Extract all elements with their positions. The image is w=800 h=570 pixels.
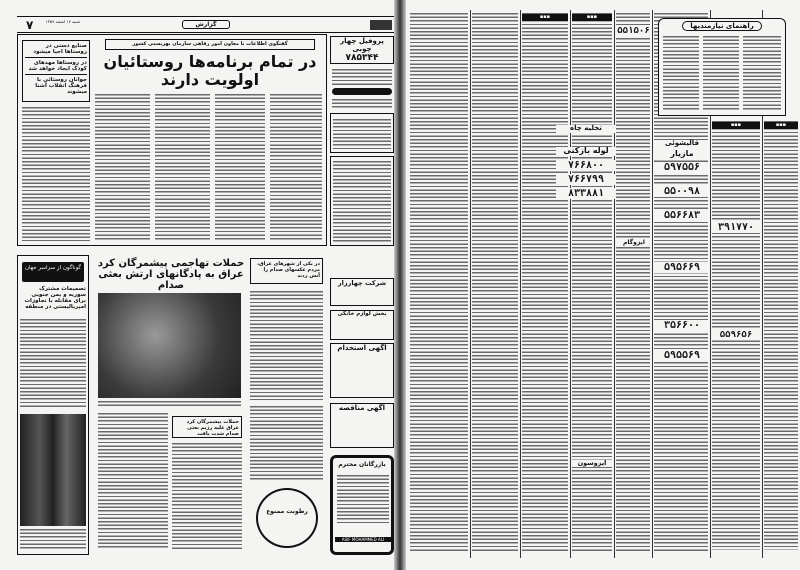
page-gutter <box>394 0 406 570</box>
kurd-photo <box>98 293 241 398</box>
hiring-ad <box>330 343 394 398</box>
phone-e: ۵۹۵۶۶۹ <box>654 262 710 273</box>
phone-d: ۳۹۱۷۷۰ <box>712 222 760 233</box>
phone-a: ۵۹۷۵۵۶ <box>654 162 710 173</box>
label-well: تخلیه چاه <box>556 125 616 133</box>
phone-pipe-1: ۷۶۶۸۰۰ <box>556 160 616 171</box>
phone-top: ۵۵۱۵۰۶ <box>615 26 652 36</box>
moisture-ad-title: رطوبت ممنوع <box>266 508 308 515</box>
classifieds-guide <box>658 18 786 116</box>
company-ad <box>330 278 394 306</box>
sidebar-item: در روستاها مهدهای کودک ایجاد خواهد شد <box>25 60 87 75</box>
phone-pipe-2: ۷۶۶۷۹۹ <box>556 174 616 185</box>
article-sidebar <box>22 40 90 102</box>
phone-pipe-3: ۸۳۳۸۸۱ <box>556 188 616 199</box>
household-ad <box>330 310 394 340</box>
phone-b: ۵۵۰۰۹۸ <box>654 186 710 197</box>
sidebar-item: صنایع دستی در روستاها احیا میشود <box>25 43 87 58</box>
company-ad-title: شرکت چهارزار <box>337 279 387 287</box>
hiring-ad-title: آگهی استخدام <box>337 344 387 352</box>
article-kicker: گفتگوی اطلاعات با معاون امور رفاهی سازمان بهزیستی کشور <box>105 39 315 50</box>
profile-ad <box>330 36 394 64</box>
label-isosun: ایزوسون <box>572 460 612 467</box>
world-news-logo: گوناگون از سراسر جهان <box>22 262 84 282</box>
merchants-ad-company: ASIF MOHAMMED ALI <box>335 537 391 542</box>
guide-title: راهنمای نیازمندیها <box>682 21 762 31</box>
main-headline: در تمام برنامه‌ها روستائیان اولویت دارند <box>103 52 317 89</box>
header-rule <box>17 16 395 17</box>
label-isogam: ایزوگام <box>616 240 652 247</box>
right-page: ۷۶۶۸۰۰ ۷۶۶۷۹۹ ۸۳۳۸۸۱ لوله بازکنی تخلیه چاه ۵۵۱۵۰۶ قالیشوئی مازیار ۵۹۷۵۵۶ ۵۵۰۰۹۸ ۵۵۶۶۸۳ ۵۹۵۶۶۹ ۳۵۶۶۰۰ ۵۹۵۵۶۹ ۳۹۱۷۷۰ ۵۵۹۶۵۶ ایزوگام ایزوسون ▪▪▪ ▪▪▪ ▪▪▪ ▪▪▪ راهنمای نیازمندیها <box>406 0 800 570</box>
phone-f: ۳۵۶۶۰۰ <box>654 320 710 331</box>
merchants-ad <box>330 455 394 555</box>
kurd-headline: حملات تهاجمی پیشمرگان کرد عراق به پادگانهای ارتش بعثی صدام <box>97 258 245 291</box>
profile-ad-title: پروفیل چهار چوبی <box>340 37 384 53</box>
tender-ad-title: آگهی مناقصه <box>338 404 386 412</box>
section-label: گزارش <box>182 20 230 29</box>
label-carpet: قالیشوئی <box>654 140 710 148</box>
world-news-headline: تصمیمات مشترک سوریه و یمن جنوبی برای مقابله با تجاوزات امپریالیستی در منطقه <box>24 286 86 311</box>
label-pipe: لوله بازکنی <box>556 147 616 156</box>
kurd-side-box: در یکی از شهرهای عراق، مردم عکسهای صدام را آتش زدند <box>250 258 323 284</box>
page-date: شنبه ۱۷ اسفند ۱۳۵۹ <box>45 19 80 24</box>
tender-ad <box>330 403 394 448</box>
newspaper-logo <box>370 20 392 30</box>
news-photo-women <box>20 414 86 526</box>
sidebar-item: جوانان روستائی با فرهنگ انقلاب آشنا میشوند <box>35 77 87 95</box>
merchants-ad-title: بازرگانان محترم <box>338 461 386 468</box>
profile-ad-phone: ۷۸۵۳۴۴ <box>345 53 379 63</box>
page-number: ۷ <box>26 18 34 32</box>
kurd-sub-box: حملات پیشمرگان کرد عراق علیه رژیم بعثی صدام شدت یافت <box>172 416 242 438</box>
phone-g: ۵۹۵۵۶۹ <box>654 350 710 361</box>
moisture-ad <box>256 488 318 548</box>
phone-c: ۵۵۶۶۸۳ <box>654 210 710 221</box>
label-maziar: مازیار <box>654 150 710 159</box>
household-ad-title: بخش لوازم خانگی <box>337 311 387 317</box>
phone-h: ۵۵۹۶۵۶ <box>712 330 760 340</box>
left-page <box>0 0 396 570</box>
